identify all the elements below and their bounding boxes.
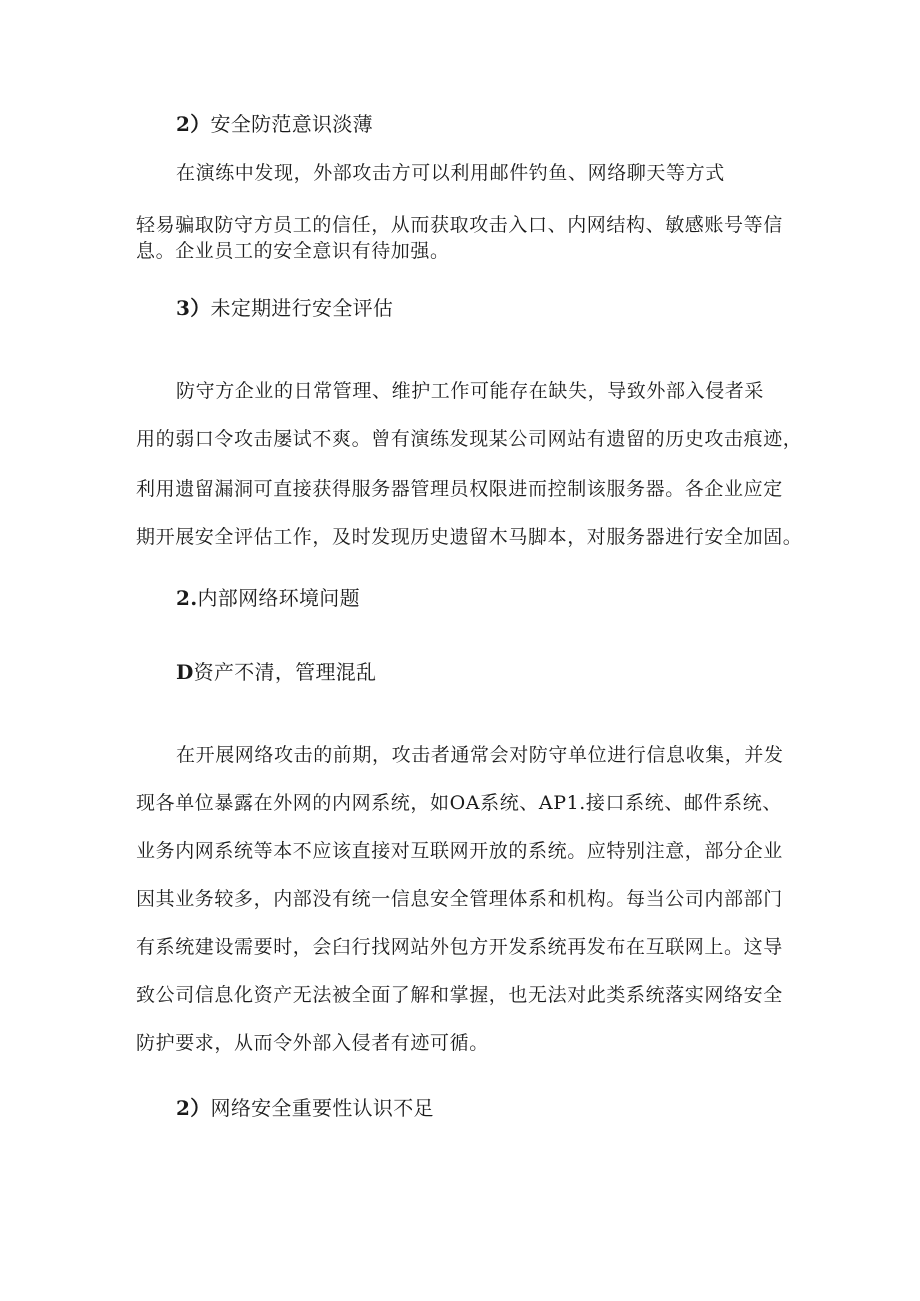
paragraph-line: 利用遗留漏洞可直接获得服务器管理员权限进而控制该服务器。各企业应定 <box>136 478 783 500</box>
paragraph-line: 轻易骗取防守方员工的信任，从而获取攻击入口、内网结构、敏感账号等信 <box>136 214 783 236</box>
paragraph-line: 在演练中发现，外部攻击方可以利用邮件钓鱼、网络聊天等方式 <box>176 162 725 184</box>
heading-text: 内部网络环境问题 <box>197 586 360 610</box>
section-heading-internal-network <box>176 582 360 611</box>
paragraph-line: 致公司信息化资产无法被全面了解和掌握，也无法对此类系统落实网络安全 <box>136 984 783 1006</box>
paragraph-line: 现各单位暴露在外网的内网系统，如OA系统、AP1.接口系统、邮件系统、 <box>136 792 782 814</box>
paragraph-line: 有系统建设需要时，会臼行找网站外包方开发系统再发布在互联网上。这导 <box>136 936 783 958</box>
heading-number: 2） <box>176 112 211 136</box>
heading-number: 2） <box>176 1096 211 1120</box>
section-heading-asset-management <box>176 656 376 685</box>
heading-text: 未定期进行安全评估 <box>210 296 394 320</box>
heading-text: 安全防范意识淡薄 <box>210 112 373 136</box>
section-heading-security-awareness <box>176 108 373 137</box>
section-heading-security-assessment <box>176 292 393 321</box>
paragraph-line: 业务内网系统等本不应该直接对互联网开放的系统。应特别注意，部分企业 <box>136 840 783 862</box>
paragraph-line: 因其业务较多，内部没有统一信息安全管理体系和机构。每当公司内部部门 <box>136 888 783 910</box>
heading-number: 3） <box>176 296 211 320</box>
heading-text: 网络安全重要性认识不足 <box>210 1096 434 1120</box>
paragraph-line: 息。企业员工的安全意识有待加强。 <box>136 240 450 262</box>
section-heading-security-importance <box>176 1092 434 1121</box>
paragraph-line: 期开展安全评估工作，及时发现历史遗留木马脚本，对服务器进行安全加固。 <box>136 526 803 548</box>
heading-text: 资产不清，管理混乱 <box>193 660 377 684</box>
paragraph-line: 防守方企业的日常管理、维护工作可能存在缺失，导致外部入侵者采 <box>176 380 765 402</box>
paragraph-line: 在开展网络攻击的前期，攻击者通常会对防守单位进行信息收集，并发 <box>176 744 784 766</box>
paragraph-line: 防护要求，从而令外部入侵者有迹可循。 <box>136 1032 489 1054</box>
paragraph-line: 用的弱口令攻击屡试不爽。曾有演练发现某公司网站有遗留的历史攻击痕迹， <box>136 428 803 450</box>
heading-number: 2. <box>176 586 198 610</box>
heading-number: D <box>176 660 194 684</box>
